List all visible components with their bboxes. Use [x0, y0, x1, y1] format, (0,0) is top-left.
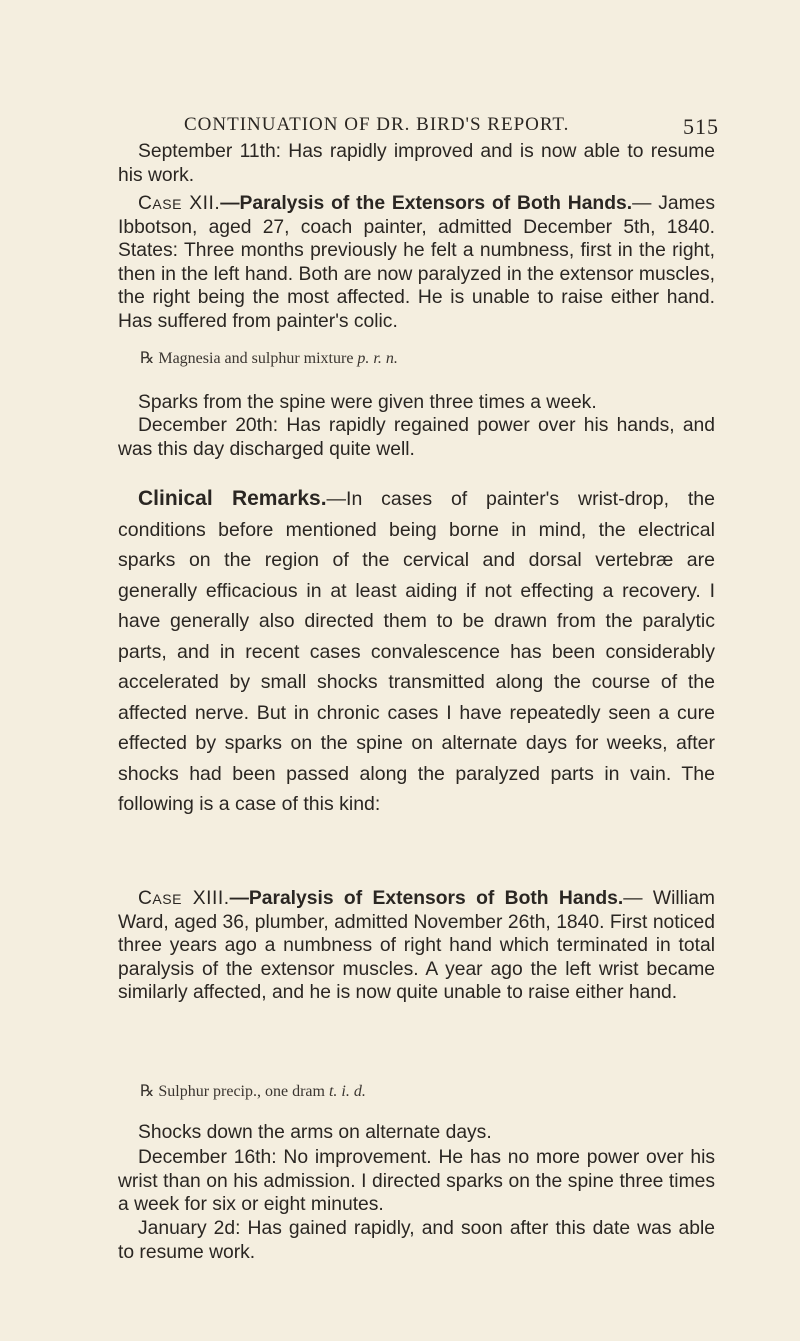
- paragraph-sept-11: [118, 140, 715, 187]
- case-12-label: Case XII.: [138, 193, 221, 214]
- paragraph-text: Shocks down the arms on alternate days.: [138, 1122, 492, 1143]
- case-12-heading: —Paralysis of the Extensors of Both Hands.: [220, 193, 633, 214]
- rx-abbrev: t. i. d.: [328, 1083, 366, 1100]
- remarks-heading: Clinical Remarks.: [138, 487, 327, 510]
- paragraph-text: December 20th: Has rapidly regained power over his hands, and was this day discharged quite well.: [118, 415, 715, 460]
- paragraph-text: December 16th: No improvement. He has no more power over his wrist than on his admission. I directed sparks on the spine three times a week for six or eight minutes.: [118, 1147, 715, 1216]
- paragraph-dec-20: [118, 414, 715, 461]
- case-13-label: Case XIII.: [138, 888, 230, 909]
- rx-text: ℞ Sulphur precip., one dram: [140, 1083, 325, 1100]
- rx-text: ℞ Magnesia and sulphur mixture: [140, 350, 354, 367]
- case-12-paragraph: [118, 192, 715, 334]
- paragraph-text: January 2d: Has gained rapidly, and soon after this date was able to resume work.: [118, 1218, 715, 1263]
- paragraph-jan-2: [118, 1217, 715, 1264]
- paragraph-shocks: [118, 1121, 715, 1145]
- page-number: 515: [683, 114, 719, 139]
- case-13-paragraph: [118, 887, 715, 1005]
- case-13-body: — William Ward, aged 36, plumber, admitted November 26th, 1840. First noticed three years ago a numbness of right hand which terminated in total paralysis of the extensor muscles. A year ago the left wrist became similarly affected, and he is now quite unable to raise either hand.: [118, 888, 715, 1004]
- prescription-case-12: [140, 348, 398, 368]
- header-title: CONTINUATION OF DR. BIRD'S REPORT.: [184, 114, 570, 135]
- rx-abbrev: p. r. n.: [357, 350, 398, 367]
- paragraph-dec-16: [118, 1146, 715, 1217]
- paragraph-text: September 11th: Has rapidly improved and is now able to resume his work.: [118, 141, 715, 186]
- case-12-body: — James Ibbotson, aged 27, coach painter, admitted December 5th, 1840. States: Three months previously he felt a numbness, first in the right, then in the left hand. Both are now paralyzed in the extensor muscles, the right being the most affected. He is unable to raise either hand. Has suffered from painter's colic.: [118, 193, 716, 332]
- prescription-case-13: [140, 1081, 366, 1101]
- case-13-heading: —Paralysis of Extensors of Both Hands.: [229, 888, 624, 909]
- clinical-remarks: [118, 484, 715, 820]
- paragraph-text: Sparks from the spine were given three times a week.: [138, 392, 597, 413]
- paragraph-sparks: [118, 391, 715, 415]
- remarks-body: —In cases of painter's wrist-drop, the conditions before mentioned being borne in mind, the electrical sparks on the region of the cervical and dorsal vertebræ are generally efficacious in at least aiding if not effecting a recovery. I have generally also directed them to be drawn from the paralytic parts, and in recent cases convalescence has been considerably accelerated by small shocks transmitted along the course of the affected nerve. But in chronic cases I have repeatedly seen a cure effected by sparks on the spine on alternate days for weeks, after shocks had been passed along the paralyzed parts in vain. The following is a case of this kind:: [118, 488, 715, 815]
